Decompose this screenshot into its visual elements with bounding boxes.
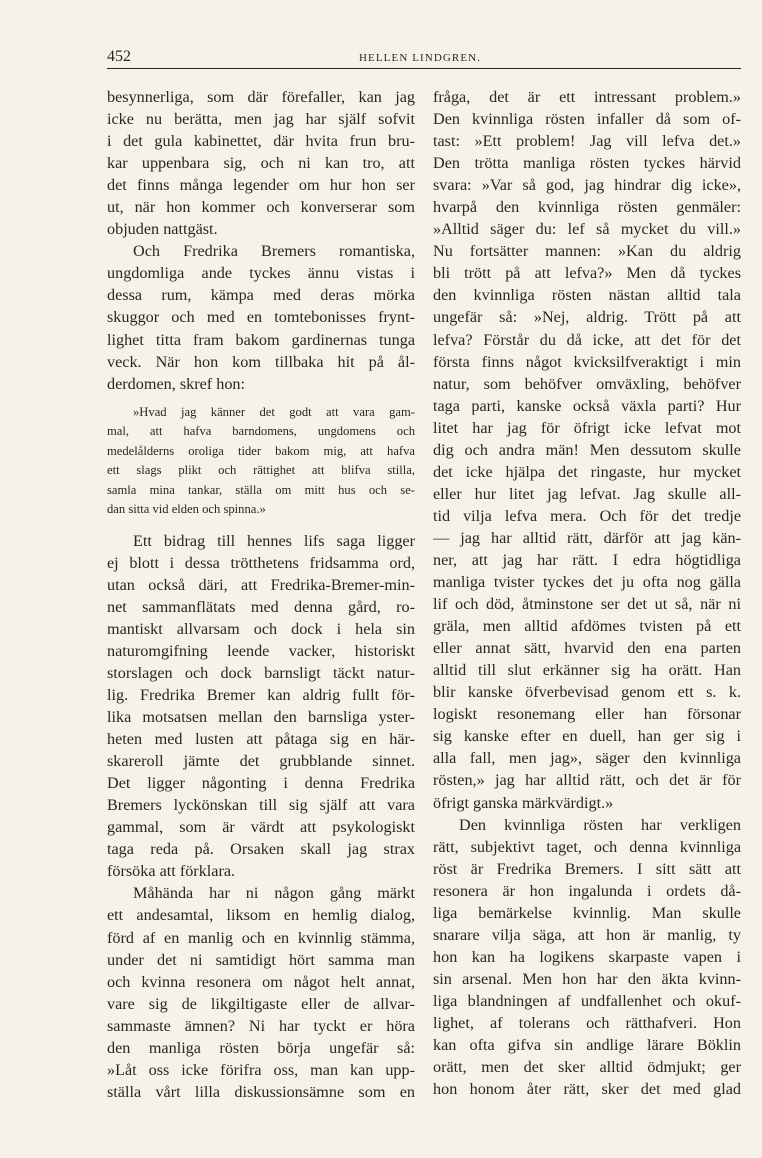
- text-line: skuggor och med en tomtebonisses frynt-: [107, 308, 415, 327]
- text-line: hon kan ha logikens skarpaste vapen i: [433, 947, 741, 966]
- text-line: lighet, af tolerans och rätthafveri. Hon: [433, 1013, 741, 1032]
- text-line: taga reda på. Orsaken skall jag strax: [107, 840, 415, 859]
- text-line: mal, att hafva barndomens, ungdomens och: [107, 424, 415, 439]
- text-line: det icke hjälpa det ringaste, hur mycket: [433, 462, 741, 481]
- paragraph: [433, 86, 741, 814]
- text-line: lefva? Förstår du då icke, att det för det: [433, 330, 741, 349]
- text-line: heten med lusten att påtaga sig en här-: [107, 730, 415, 749]
- text-line: bli trött på att lefva?» Men då tyckes: [433, 264, 741, 283]
- text-line: liga blandningen af undfallenhet och okuf-: [433, 991, 741, 1010]
- text-line: medelålderns oroliga tider bakom mig, att hafva: [107, 443, 415, 458]
- text-line: blir kanske öfverbevisad genom ett s. k.: [433, 683, 741, 702]
- text-line: och kvinna resonera om något helt annat,: [107, 972, 415, 991]
- text-line: alltid till slut erkänner sig ha orätt. Han: [433, 661, 741, 680]
- text-line: röst är Fredrika Bremers. I sitt sätt att: [433, 859, 741, 878]
- text-line: manliga tvister tyckes det ju ofta nog gälla: [433, 573, 741, 592]
- text-line: kan ofta gifva sin andlige lärare Böklin: [433, 1036, 741, 1055]
- text-line: storslagen och dock barnsligt täckt natur-: [107, 663, 415, 682]
- text-line: Den trötta manliga rösten tyckes härvid: [433, 154, 741, 173]
- text-line: mantiskt allvarsam och dock i hela sin: [107, 619, 415, 638]
- text-line: försöka att förklara.: [107, 862, 236, 881]
- text-line: Den kvinnliga rösten har verkligen: [459, 815, 741, 834]
- text-line: derdomen, skref hon:: [107, 374, 246, 393]
- text-line: fråga, det är ett intressant problem.»: [433, 88, 741, 106]
- text-line: tid vilja lefva mera. Och för det tredje: [433, 506, 741, 525]
- text-line: icke nu berätta, men jag har själf sofvit: [107, 110, 415, 129]
- text-line: litet har jag för öfrigt icke lefvat mot: [433, 418, 741, 437]
- page-header: [107, 48, 741, 70]
- text-line: lika motsatsen mellan den barnsliga yster-: [107, 708, 415, 727]
- text-line: »Hvad jag känner det godt att vara gam-: [133, 404, 415, 419]
- text-line: vare sig de likgiltigaste eller de allvar-: [107, 994, 415, 1013]
- text-line: ej blott i dessa trötthetens fridsamma ord,: [107, 553, 415, 572]
- text-line: resonera är hon ingalunda i ordets då-: [433, 881, 741, 900]
- paragraph: [107, 530, 415, 883]
- text-line: dan sitta vid elden och spinna.»: [107, 502, 266, 517]
- block-quote: [107, 403, 415, 520]
- text-line: net sammanflätats med denna gård, ro-: [107, 597, 415, 616]
- text-line: orätt, men det sker alltid ödmjukt; ger: [433, 1058, 741, 1077]
- header-rule: [107, 68, 741, 69]
- text-line: dessa rum, kämpa med deras mörka: [107, 286, 415, 305]
- left-column: [107, 86, 415, 1103]
- text-line: Ett bidrag till hennes lifs saga ligger: [133, 531, 415, 550]
- text-line: natur, som behöfver omväxling, behöfver: [433, 374, 741, 393]
- paragraph: [107, 882, 415, 1102]
- page-number: 452: [107, 48, 131, 65]
- text-line: Det ligger någonting i denna Fredrika: [107, 774, 415, 793]
- right-column: [433, 86, 741, 1100]
- text-line: Måhända har ni någon gång märkt: [133, 884, 415, 903]
- text-line: samla mina tankar, ställa om mitt hus och se-: [107, 482, 415, 497]
- text-line: snarare vilja säga, att hon är manlig, ty: [433, 925, 741, 944]
- text-line: ut, när hon kommer och konverserar som: [107, 198, 415, 217]
- text-line: ett slags plikt och rättighet att blifva stilla,: [107, 463, 415, 478]
- text-line: utan också däri, att Fredrika-Bremer-min-: [107, 575, 415, 594]
- text-line: hvarpå den kvinnliga rösten genmäler:: [433, 198, 741, 217]
- text-line: logiskt resonemang eller han försonar: [433, 705, 741, 724]
- text-line: gammal, som är värdt att psykologiskt: [107, 818, 415, 837]
- text-line: den kvinnliga rösten nästan alltid tala: [433, 286, 741, 305]
- text-line: lif och död, åtminstone ser det ut så, när ni: [433, 595, 741, 614]
- text-line: i det gula kabinettet, där hvita frun bru-: [107, 132, 415, 151]
- text-line: sig kanske efter en duell, han ger sig i: [433, 727, 741, 746]
- text-line: gräla, men alltid afdömes tvisten på ett: [433, 617, 741, 636]
- text-line: under det ni samtidigt hört samma man: [107, 950, 415, 969]
- text-line: ungdomliga ande tyckes ännu vistas i: [107, 264, 415, 283]
- text-line: rösten,» jag har alltid rätt, och det är för: [433, 771, 741, 790]
- text-line: skareroll jämte det grubblande sinnet.: [107, 752, 415, 771]
- text-line: det finns många legender om hur hon ser: [107, 176, 415, 195]
- text-line: lig. Fredrika Bremer kan aldrig fullt för-: [107, 685, 415, 704]
- text-line: Nu fortsätter mannen: »Kan du aldrig: [433, 242, 741, 261]
- text-line: lighet titta fram bakom gardinernas tunga: [107, 330, 415, 349]
- text-line: första finns något kvicksilfveraktigt i min: [433, 352, 741, 371]
- text-line: sin arsenal. Men hon har den äkta kvinn-: [433, 969, 741, 988]
- text-line: ställa vårt lilla diskussionsämne som en: [107, 1082, 415, 1101]
- paragraph: [107, 86, 415, 240]
- text-line: svara: »Var så god, jag hindrar dig icke»,: [433, 176, 741, 195]
- text-line: »Låt oss icke förifra oss, man kan upp-: [107, 1060, 415, 1079]
- text-line: ner, att jag har rätt. I edra högtidliga: [433, 550, 741, 569]
- text-line: hon honom åter rätt, sker det med glad: [433, 1080, 741, 1099]
- text-line: veck. När hon kom tillbaka hit på ål-: [107, 352, 415, 371]
- text-line: den manliga rösten börja ungefär så:: [107, 1038, 415, 1057]
- text-line: taga parti, kanske också växla parti? Hur: [433, 396, 741, 415]
- text-line: eller hur litet jag lefvat. Jag skulle all-: [433, 484, 741, 503]
- text-line: öfrigt ganska märkvärdigt.»: [433, 793, 614, 812]
- text-line: sammaste ämnen? Ni har tyckt er höra: [107, 1016, 415, 1035]
- text-line: kar uppenbara sig, och ni kan tro, att: [107, 154, 415, 173]
- text-line: liga bemärkelse kvinnlig. Man skulle: [433, 903, 741, 922]
- text-line: alla fall, men jag», säger den kvinnliga: [433, 749, 741, 768]
- text-line: »Alltid säger du: lef så mycket du vill.»: [433, 220, 741, 239]
- text-line: Och Fredrika Bremers romantiska,: [133, 242, 415, 261]
- text-line: Den kvinnliga rösten infaller då som of-: [433, 110, 741, 129]
- text-line: Bremers lyckönskan till sig själf att vara: [107, 796, 415, 815]
- text-line: — jag har alltid rätt, därför att jag kän-: [433, 528, 741, 547]
- text-line: ett andesamtal, liksom en hemlig dialog,: [107, 906, 415, 925]
- text-line: besynnerliga, som där förefaller, kan jag: [107, 88, 415, 106]
- paragraph: [107, 240, 415, 394]
- paragraph: [433, 814, 741, 1101]
- running-title: HELLEN LINDGREN.: [359, 52, 482, 64]
- text-line: tast: »Ett problem! Jag vill lefva det.»: [433, 132, 741, 151]
- text-line: dig och andra män! Men dessutom skulle: [433, 440, 741, 459]
- text-line: ungefär så: »Nej, aldrig. Trött på att: [433, 308, 741, 327]
- text-line: naturomgifning leende vacker, historiskt: [107, 641, 415, 660]
- text-line: objuden nattgäst.: [107, 220, 218, 239]
- text-line: eller annat sätt, hvarvid den ena parten: [433, 639, 741, 658]
- text-line: rätt, subjektivt taget, och denna kvinnliga: [433, 837, 741, 856]
- text-line: förd af en manlig och en kvinnlig stämma,: [107, 928, 415, 947]
